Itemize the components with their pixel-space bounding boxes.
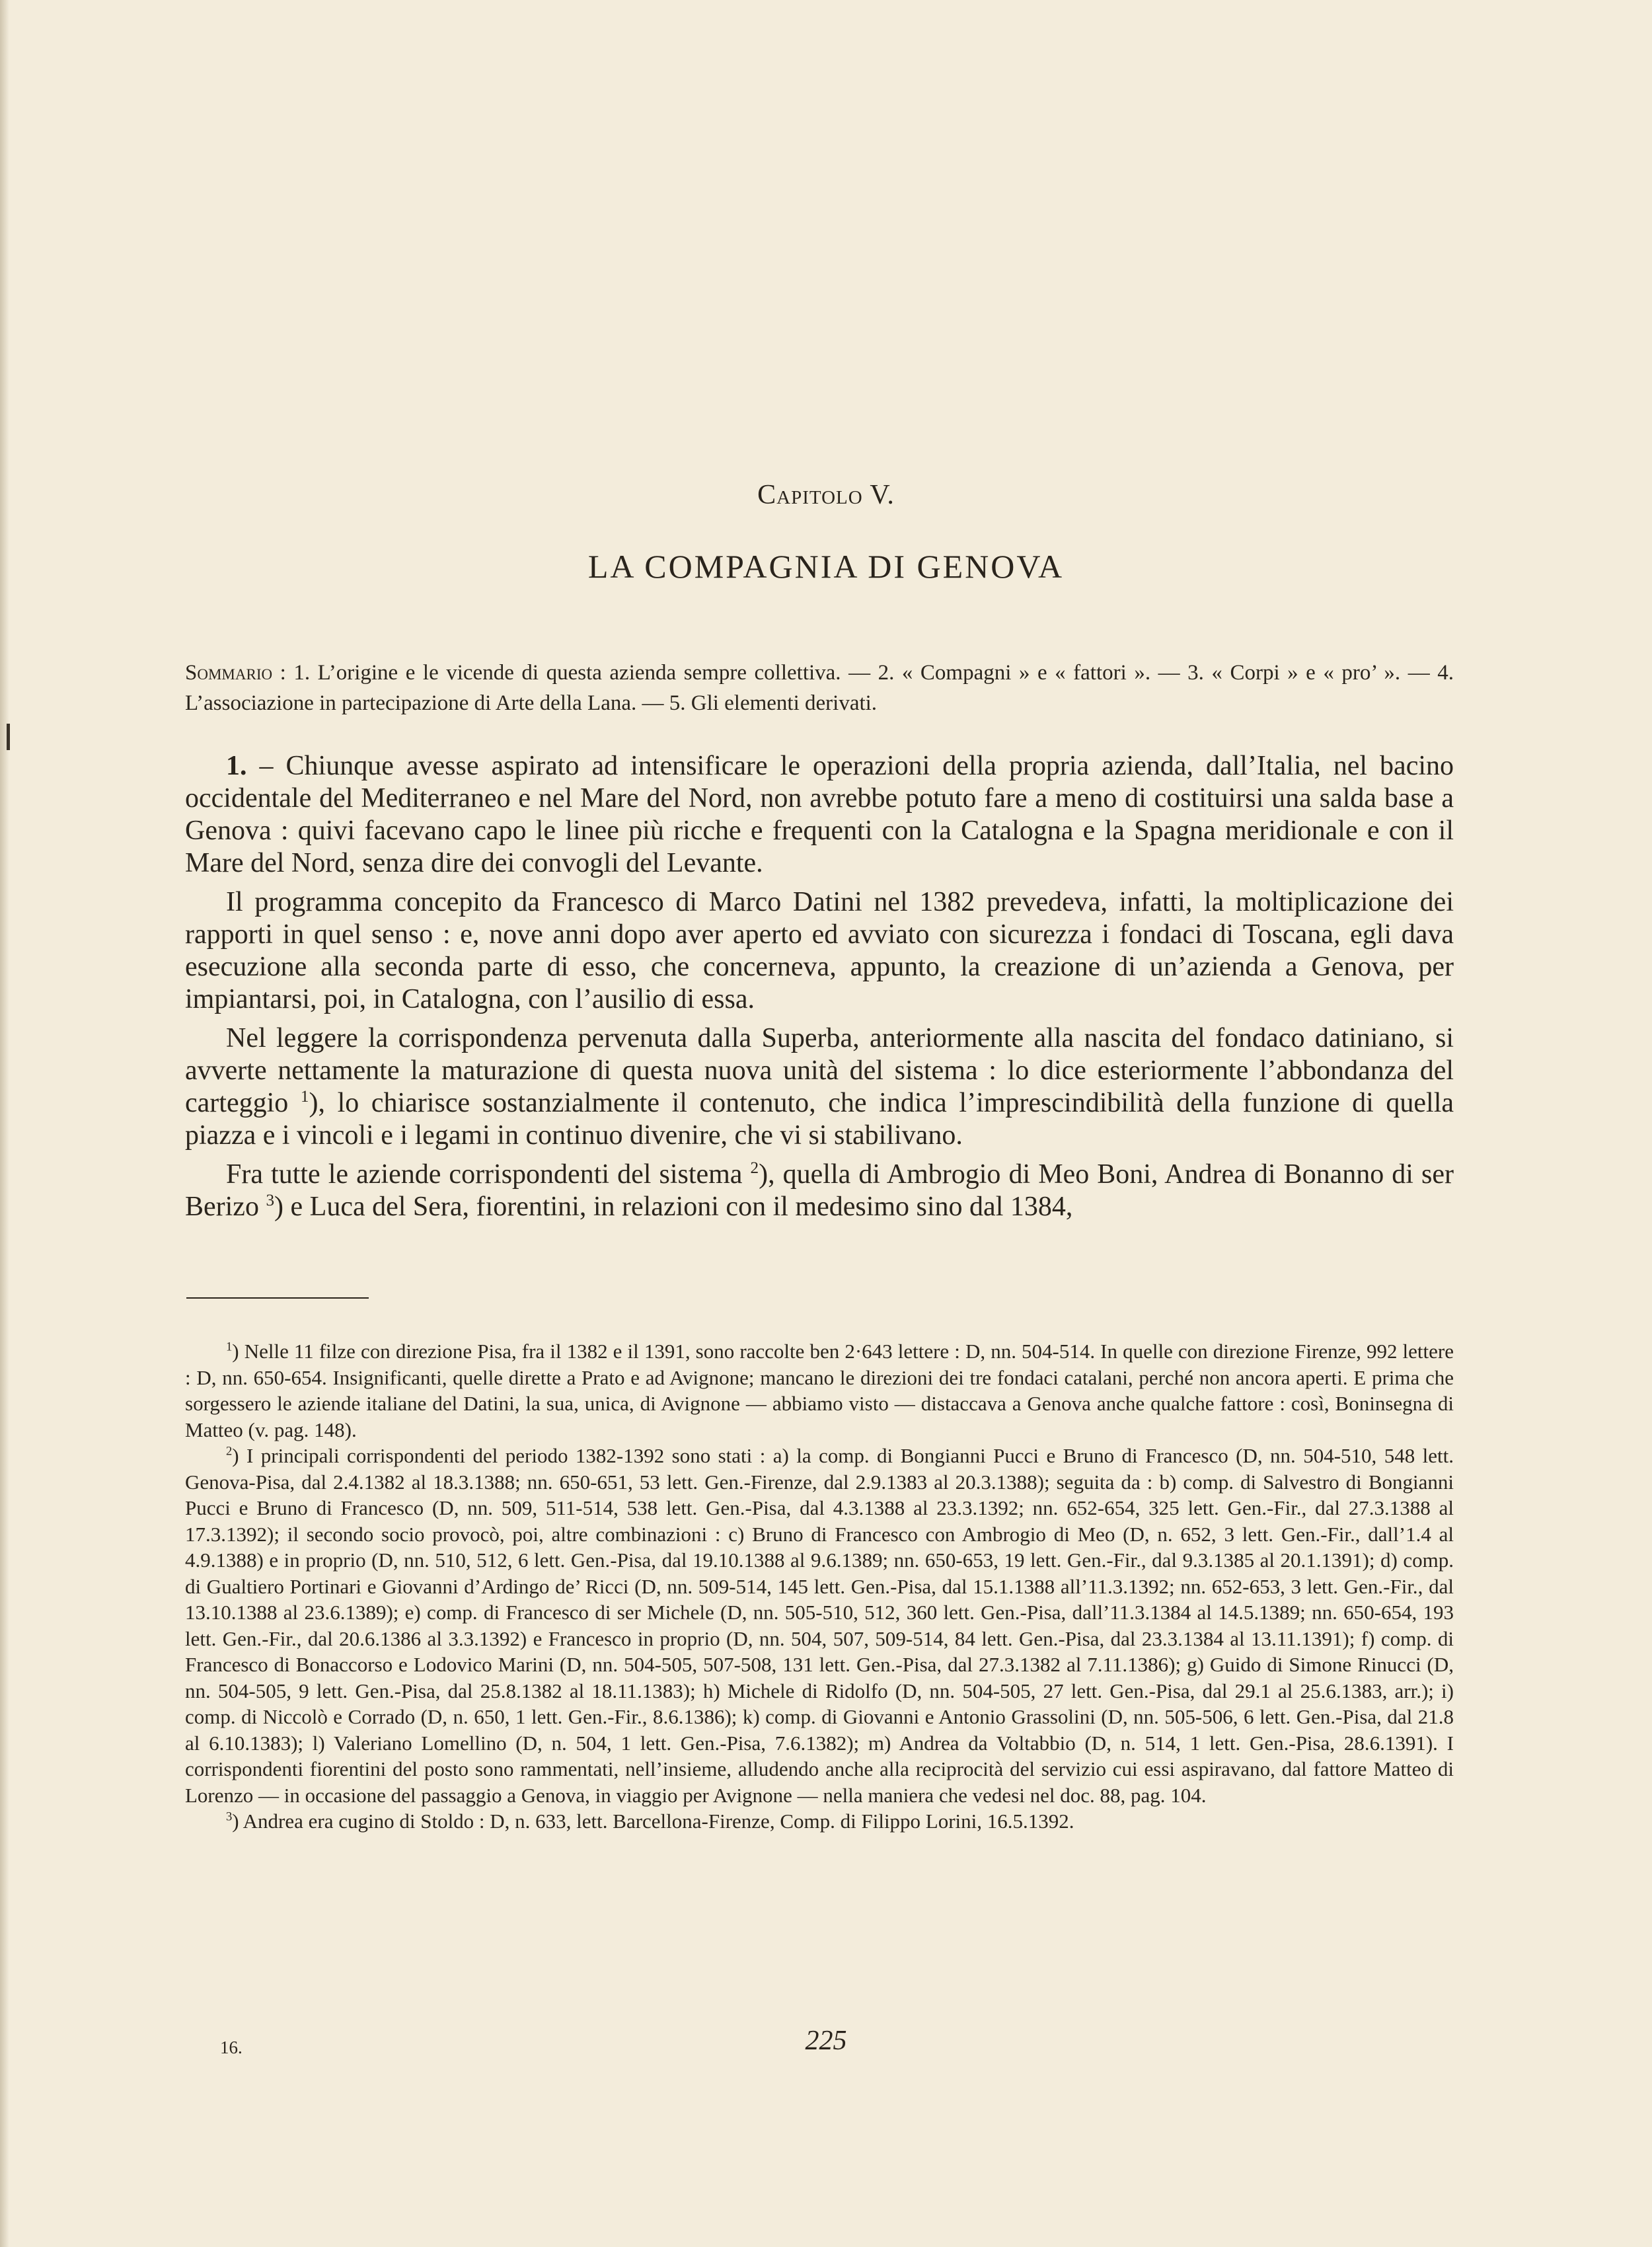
paragraph-4-text-b: ), quella di Ambrogio di Meo Boni, Andrea di Bonanno di ser Berizo [185,1159,1454,1222]
chapter-title: LA COMPAGNIA DI GENOVA [587,548,1065,585]
chapter-label: Capitolo V. [757,480,895,510]
paragraph-3 [185,1022,1454,1152]
page-number: 225 [805,2026,847,2056]
paragraph-4 [185,1159,1454,1223]
paragraph-number: 1. [226,751,247,781]
footnote-ref-3: 3 [266,1192,275,1209]
footnote-ref-1: 1 [300,1088,309,1106]
body-text [185,750,1454,1230]
paragraph-3-text-a: Nel leggere la corrispondenza pervenuta dalla Superba, anteriormente alla nascita del fondaco datiniano, si avverte nettamente la maturazione di questa nuova unità del sistema : lo dice esteriormente l’abbondanza del carteggio [185,1023,1454,1118]
page-edge [0,0,9,2247]
chapter-summary [185,658,1454,718]
paragraph-3-text-b: ), lo chiarisce sostanzialmente il contenuto, che indica l’imprescindibilità della funzione di quella piazza e i vincoli e i legami in continuo divenire, che vi si stabilivano. [185,1088,1454,1151]
paragraph-4-text-a: Fra tutte le aziende corrispondenti del sistema [226,1159,751,1190]
footnotes [185,1338,1454,1835]
footnote-divider [186,1297,369,1299]
printer-signature: 16. [220,2038,243,2057]
footnote-2 [185,1443,1454,1808]
footnote-2-text: ) I principali corrispondenti del periodo 1382-1392 sono stati : a) la comp. di Bongianni Pucci e Bruno di Francesco (D, nn. 504-510, 548 lett. Genova-Pisa, dal 2.4.1382 al 18.3.1388; nn. 650-651, 53 lett. Gen.-Firenze, dal 2.9.1383 al 20.3.1388); seguita da : b) comp. di Salvestro di Bongianni Pucci e Bruno di Francesco (D, nn. 509, 511-514, 538 lett. Gen.-Pisa, dal 4.3.1388 al 23.3.1392; nn. 652-654, 325 lett. Gen.-Fir., dal 27.3.1388 al 17.3.1392); il secondo socio provocò, poi, altre combinazioni : c) Bruno di Francesco con Ambrogio di Meo (D, n. 652, 3 lett. Gen.-Fir., dall’1.4 al 4.9.1388) e in proprio (D, nn. 510, 512, 6 lett. Gen.-Pisa, dal 19.10.1388 al 9.6.1389; nn. 650-653, 19 lett. Gen.-Fir., dal 9.3.1385 al 20.1.1391); d) comp. di Gualtiero Portinari e Giovanni d’Ardingo de’ Ricci (D, nn. 509-514, 145 lett. Gen.-Pisa, dal 15.1.1388 all’11.3.1392; nn. 652-653, 3 lett. Gen.-Fir., dal 13.10.1388 al 23.6.1389); e) comp. di Francesco di ser Michele (D, nn. 505-510, 512, 360 lett. Gen.-Pisa, dall’11.3.1384 al 14.5.1389; nn. 650-654, 193 lett. Gen.-Fir., dal 20.6.1386 al 3.3.1392) e Francesco in proprio (D, nn. 504, 507, 509-514, 84 lett. Gen.-Pisa, dal 23.3.1384 al 13.11.1391); f) comp. di Francesco di Bonaccorso e Lodovico Marini (D, nn. 504-505, 507-508, 131 lett. Gen.-Pisa, dal 27.3.1382 al 7.11.1386); g) Guido di Simone Rinucci (D, nn. 504-505, 9 lett. Gen.-Pisa, dal 25.8.1382 al 18.11.1383); h) Michele di Ridolfo (D, nn. 504-505, 27 lett. Gen.-Pisa, dal 29.1 al 25.6.1383, arr.); i) comp. di Niccolò e Corrado (D, n. 650, 1 lett. Gen.-Fir., 8.6.1386); k) comp. di Giovanni e Antonio Grassolini (D, nn. 505-506, 6 lett. Gen.-Pisa, dal 21.8 al 6.10.1383); l) Valeriano Lomellino (D, n. 504, 1 lett. Gen.-Pisa, 7.6.1382); m) Andrea da Voltabbio (D, n. 514, 1 lett. Gen.-Pisa, 28.6.1391). I corrispondenti fiorentini del posto sono rammentati, nell’insieme, alludendo anche alla reciprocità del servizio cui essi aspiravano, dal fattore Matteo di Lorenzo — in occasione del passaggio a Genova, in viaggio per Avignone — nella maniera che vedesi nel doc. 88, pag. 104. [185,1444,1454,1807]
footnote-1-text: ) Nelle 11 filze con direzione Pisa, fra il 1382 e il 1391, sono raccolte ben 2·643 lettere : D, nn. 504-514. In quelle con direzione Firenze, 992 lettere : D, nn. 650-654. Insignificanti, quelle dirette a Prato e ad Avignone; mancano le direzioni dei tre fondaci catalani, perché non ancora aperti. E prima che sorgessero le aziende italiane del Datini, la sua, unica, di Avignone — abbiamo visto — distaccava a Genova anche qualche fattore : così, Boninsegna di Matteo (v. pag. 148). [185,1340,1454,1441]
paragraph-2: Il programma concepito da Francesco di Marco Datini nel 1382 prevedeva, infatti, la moltiplicazione dei rapporti in quel senso : e, nove anni dopo aver aperto ed avviato con sicurezza i fondaci di Toscana, egli dava esecuzione alla seconda parte di esso, che concerneva, appunto, la creazione di un’azienda a Genova, per impiantarsi, poi, in Catalogna, con l’ausilio di essa. [185,887,1454,1014]
footnote-ref-2: 2 [750,1159,759,1177]
footnote-3-text: ) Andrea era cugino di Stoldo : D, n. 633, lett. Barcellona-Firenze, Comp. di Filippo Lorini, 16.5.1392. [232,1809,1074,1833]
footnote-3-marker: 3 [226,1809,233,1824]
margin-mark [7,724,10,750]
paragraph-1-text: – Chiunque avesse aspirato ad intensificare le operazioni della propria azienda, dall’Italia, nel bacino occidentale del Mediterraneo e nel Mare del Nord, non avrebbe potuto fare a meno di costituirsi una salda base a Genova : quivi facevano capo le linee più ricche e frequenti con la Catalogna e la Spagna meridionale e con il Mare del Nord, senza dire dei convogli del Levante. [185,751,1454,878]
summary-text: : 1. L’origine e le vicende di questa azienda sempre collettiva. — 2. « Compagni » e « fattori ». — 3. « Corpi » e « pro’ ». — 4. L’associazione in partecipazione di Arte della Lana. — 5. Gli elementi derivati. [185,661,1454,715]
paragraph-1 [185,750,1454,880]
summary-label: Sommario [185,661,273,685]
footnote-1 [185,1338,1454,1443]
paragraph-4-text-c: ) e Luca del Sera, fiorentini, in relazioni con il medesimo sino dal 1384, [274,1192,1073,1222]
footnote-2-marker: 2 [226,1444,233,1459]
footnote-1-marker: 1 [226,1340,233,1354]
footnote-3 [185,1808,1454,1835]
